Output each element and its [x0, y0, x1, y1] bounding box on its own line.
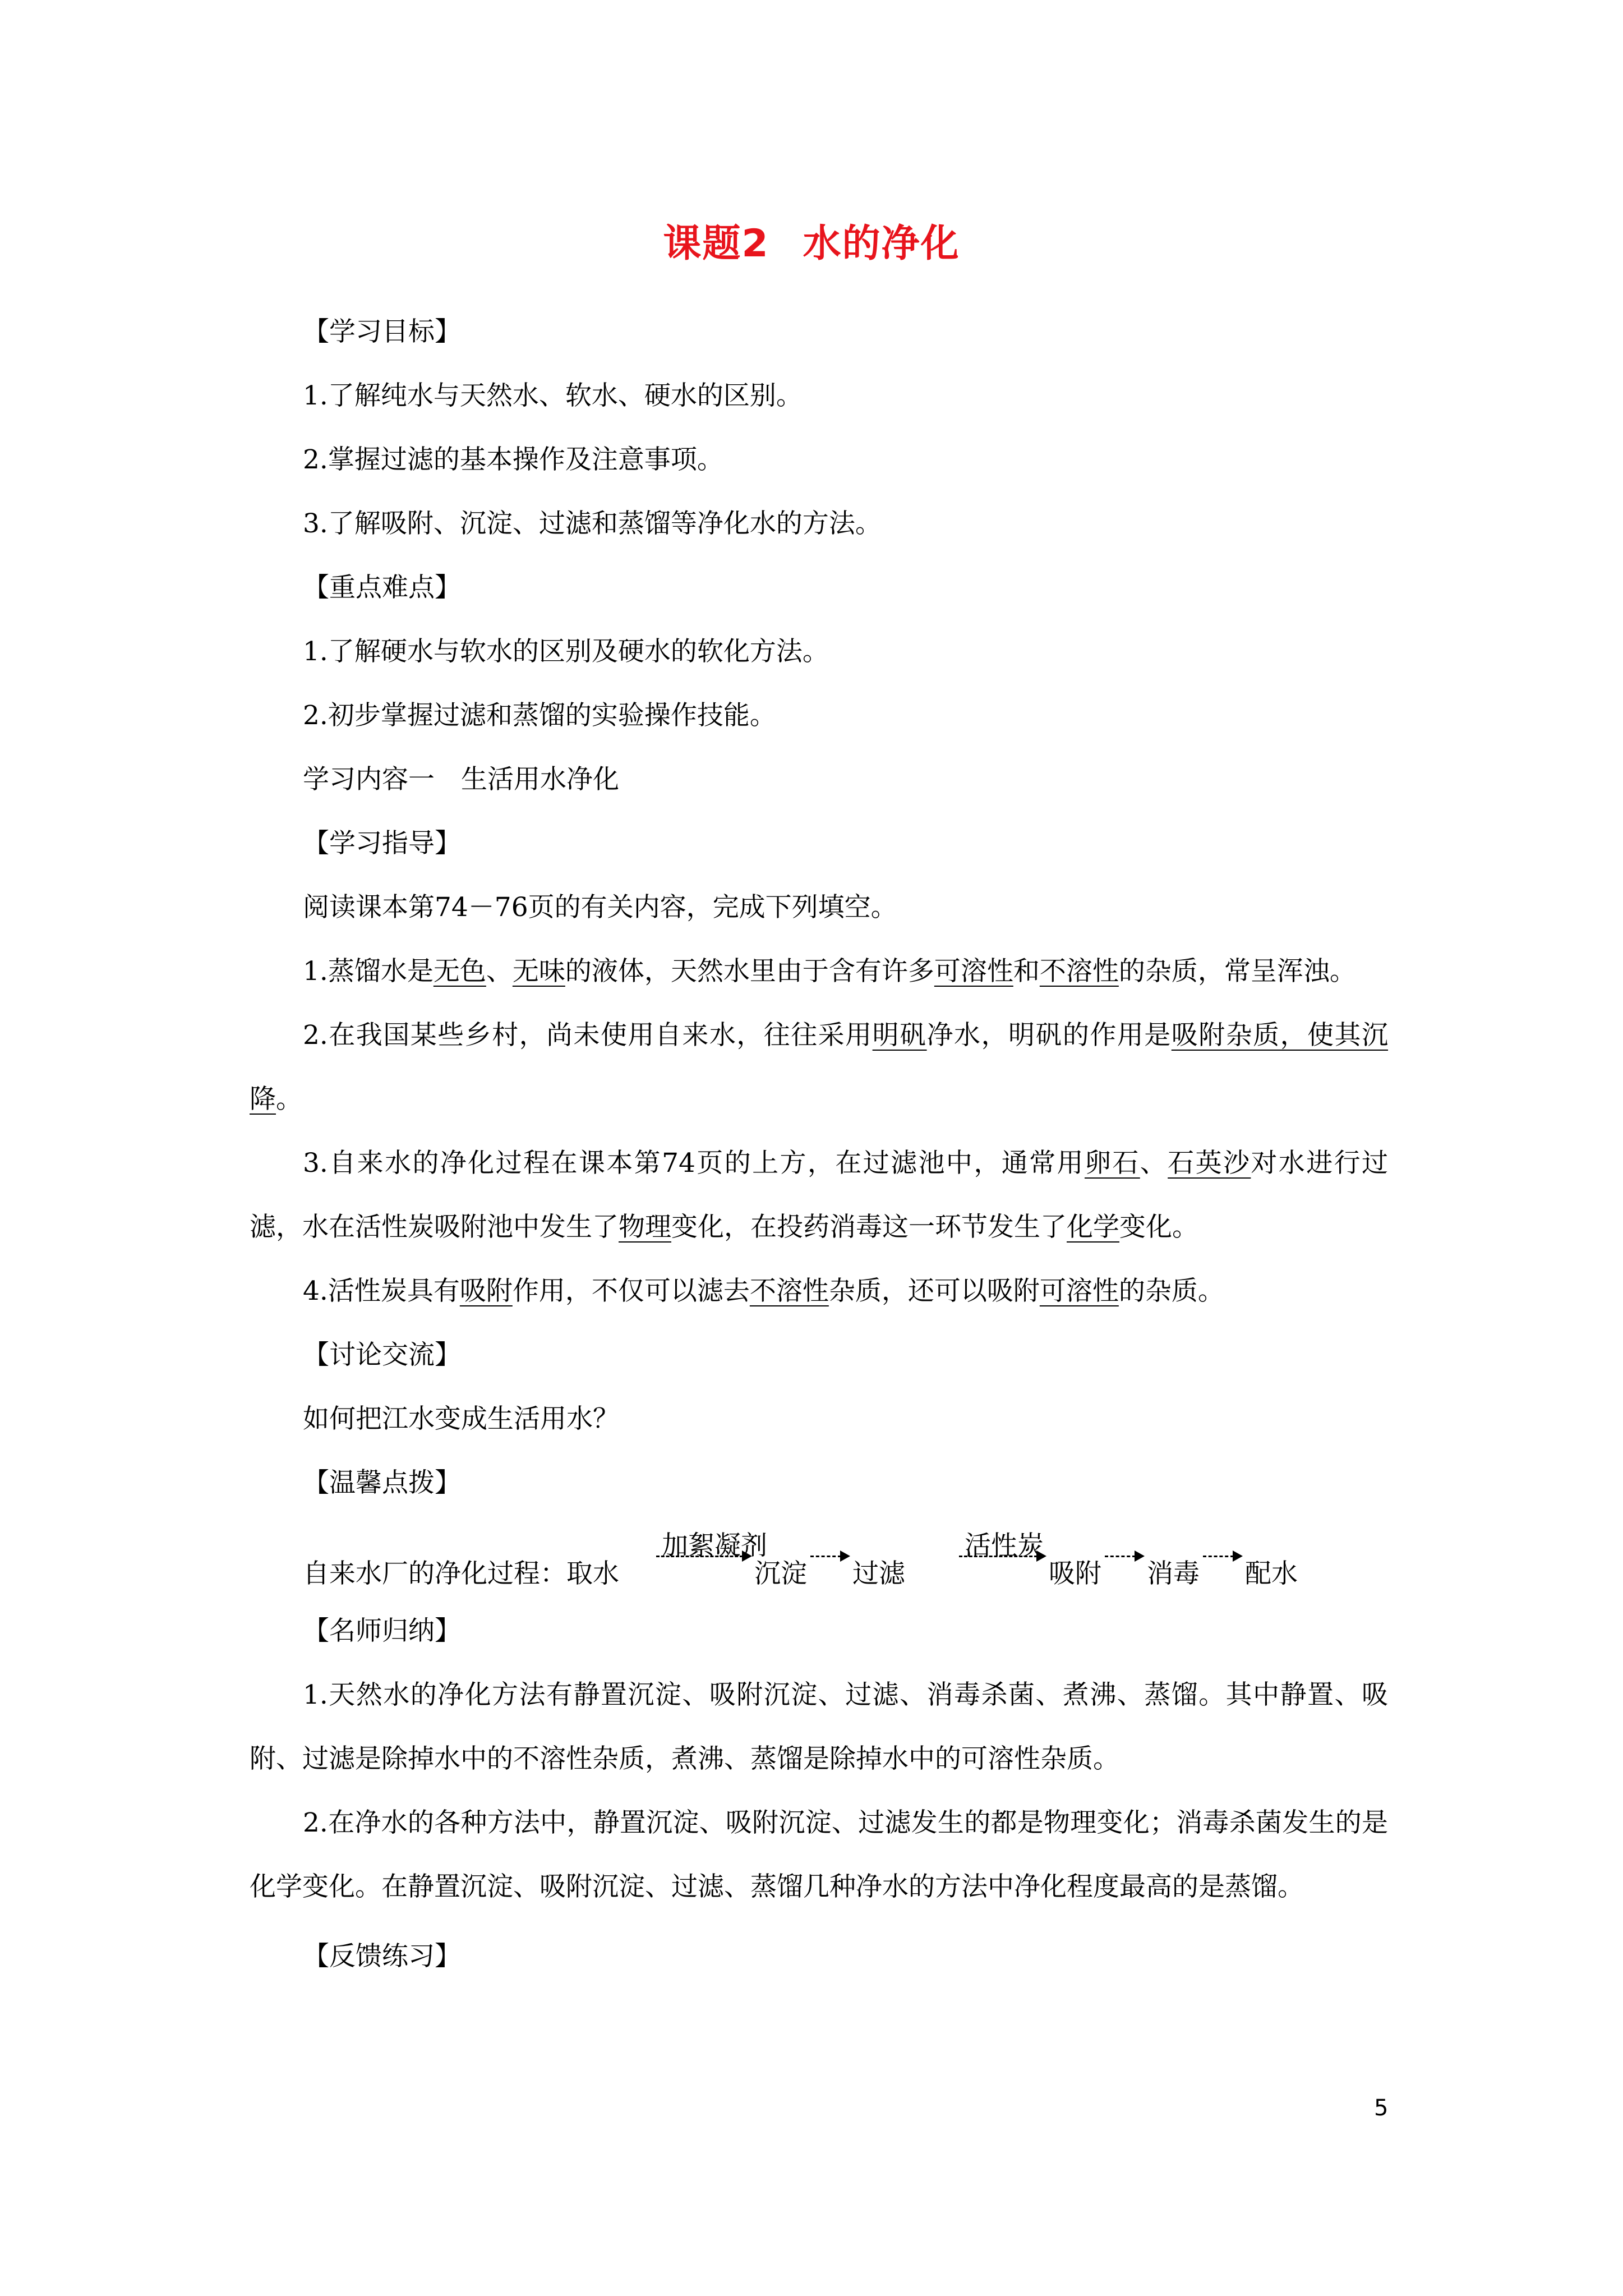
flow-label-carbon: 活性炭: [965, 1530, 1044, 1561]
flow-step-adsorb: 吸附: [1049, 1558, 1101, 1589]
answer-blank: 卵石: [1084, 1148, 1140, 1179]
answer-blank: 吸附杂质，使其沉降: [250, 1020, 1389, 1115]
flow-arrow: [810, 1556, 841, 1557]
title-topic: 水的净化: [803, 222, 960, 266]
goal-item: 1.了解纯水与天然水、软水、硬水的区别。: [303, 380, 803, 411]
flow-prefix: 自来水厂的净化过程：取水: [303, 1558, 619, 1589]
answer-blank: 物理: [619, 1212, 671, 1243]
answer-blank: 石英沙: [1168, 1148, 1251, 1179]
answer-blank: 可溶性: [934, 956, 1013, 987]
summary-heading: 【名师归纳】: [303, 1616, 461, 1646]
flow-step-filter: 过滤: [852, 1558, 905, 1589]
summary-2: 2.在净水的各种方法中，静置沉淀、吸附沉淀、过滤发生的都是物理变化；消毒杀菌发生的是化学变化。在静置沉淀、吸附沉淀、过滤、蒸馏几种净水的方法中净化程度最高的是蒸馏。: [250, 1807, 1388, 1902]
content-title: 学习内容一 生活用水净化: [303, 764, 619, 795]
flow-step-disinfect: 消毒: [1147, 1558, 1200, 1589]
goal-item: 2.掌握过滤的基本操作及注意事项。: [303, 444, 723, 475]
key-item: 2.初步掌握过滤和蒸馏的实验操作技能。: [303, 700, 776, 731]
flow-arrow-head: [840, 1550, 850, 1562]
flow-arrow-head: [742, 1550, 752, 1562]
answer-blank: 不溶性: [1039, 956, 1119, 987]
flow-arrow-head: [1135, 1550, 1145, 1562]
answer-blank: 无味: [512, 956, 565, 987]
answer-blank: 无色: [433, 956, 486, 987]
discuss-heading: 【讨论交流】: [303, 1340, 461, 1370]
purification-flow: [250, 1515, 1388, 1599]
goals-heading: 【学习目标】: [303, 316, 461, 347]
feedback-heading: 【反馈练习】: [303, 1941, 461, 1972]
document-body: [250, 300, 1388, 1989]
tip-heading: 【温馨点拨】: [303, 1467, 461, 1498]
page-title: [0, 213, 1623, 268]
flow-arrow: [656, 1556, 743, 1557]
question-1: 1.蒸馏水是无色、无味的液体，天然水里由于含有许多可溶性和不溶性的杂质，常呈浑浊。: [303, 956, 1356, 987]
question-2: 2.在我国某些乡村，尚未使用自来水，往往采用明矾净水，明矾的作用是吸附杂质，使其沉降。: [250, 1020, 1389, 1115]
flow-arrow-head: [1036, 1550, 1046, 1562]
flow-step-distribute: 配水: [1245, 1558, 1298, 1589]
answer-blank: 吸附: [459, 1276, 513, 1306]
guide-heading: 【学习指导】: [303, 828, 461, 859]
key-heading: 【重点难点】: [303, 572, 461, 603]
question-4: 4.活性炭具有吸附作用，不仅可以滤去不溶性杂质，还可以吸附可溶性的杂质。: [303, 1276, 1224, 1306]
flow-label-flocculant: 加絮凝剂: [662, 1530, 767, 1561]
title-lesson: 课题2: [663, 222, 769, 266]
flow-arrow: [1203, 1556, 1234, 1557]
question-3: 3.自来水的净化过程在课本第74页的上方，在过滤池中，通常用卵石、石英沙对水进行过滤，水在活性炭吸附池中发生了物理变化，在投药消毒这一环节发生了化学变化。: [250, 1148, 1389, 1243]
flow-arrow: [1105, 1556, 1136, 1557]
discuss-question: 如何把江水变成生活用水？: [303, 1404, 619, 1434]
key-item: 1.了解硬水与软水的区别及硬水的软化方法。: [303, 636, 829, 667]
answer-blank: 化学: [1067, 1212, 1119, 1243]
answer-blank: 可溶性: [1039, 1276, 1119, 1306]
flow-step-sediment: 沉淀: [754, 1558, 807, 1589]
flow-arrow: [959, 1556, 1038, 1557]
answer-blank: 不溶性: [749, 1276, 829, 1306]
goal-item: 3.了解吸附、沉淀、过滤和蒸馏等净化水的方法。: [303, 508, 882, 539]
flow-arrow-head: [1233, 1550, 1243, 1562]
page-number: 5: [1374, 2095, 1389, 2121]
answer-blank: 明矾: [872, 1020, 927, 1051]
guide-intro: 阅读课本第74－76页的有关内容，完成下列填空。: [303, 892, 897, 923]
summary-1: 1.天然水的净化方法有静置沉淀、吸附沉淀、过滤、消毒杀菌、煮沸、蒸馏。其中静置、吸附、过滤是除掉水中的不溶性杂质，煮沸、蒸馏是除掉水中的可溶性杂质。: [250, 1680, 1388, 1774]
